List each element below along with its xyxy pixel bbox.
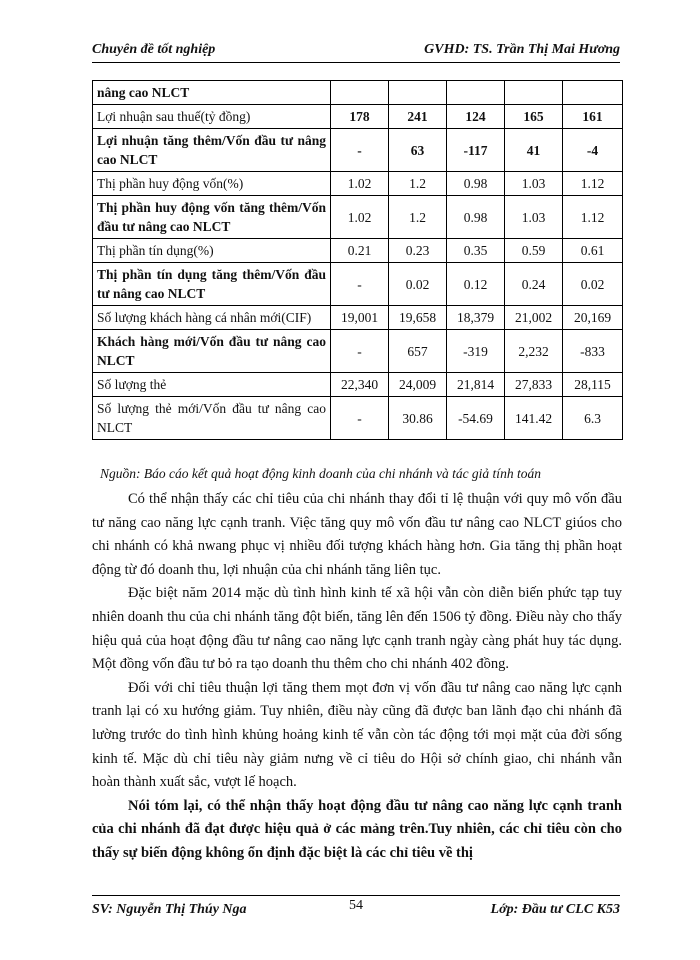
table-row <box>93 330 623 373</box>
row-label: Lợi nhuận sau thuế(tỷ đồng) <box>93 105 331 129</box>
footer-page-number: 54 <box>349 898 363 913</box>
row-value: 24,009 <box>389 373 447 397</box>
row-label: Số lượng thẻ <box>93 373 331 397</box>
row-value: 0.21 <box>331 239 389 263</box>
row-value: 0.35 <box>447 239 505 263</box>
row-value: 0.23 <box>389 239 447 263</box>
row-value: - <box>331 330 389 373</box>
row-value: 21,814 <box>447 373 505 397</box>
row-value: 19,001 <box>331 306 389 330</box>
header-advisor: GVHD: TS. Trần Thị Mai Hương <box>424 42 620 57</box>
row-value: 124 <box>447 105 505 129</box>
table-row <box>93 306 623 330</box>
row-value: 20,169 <box>563 306 623 330</box>
row-value: 141.42 <box>505 397 563 440</box>
row-label: Lợi nhuận tăng thêm/Vốn đầu tư nâng cao NLCT <box>93 129 331 172</box>
row-value: 27,833 <box>505 373 563 397</box>
row-value <box>505 81 563 105</box>
footer-student: SV: Nguyễn Thị Thúy Nga <box>92 902 247 917</box>
row-value: 1.03 <box>505 172 563 196</box>
table-row <box>93 105 623 129</box>
row-value: 0.24 <box>505 263 563 306</box>
row-value: 1.2 <box>389 196 447 239</box>
row-value: 0.98 <box>447 172 505 196</box>
row-value <box>563 81 623 105</box>
row-value: - <box>331 129 389 172</box>
row-value: 21,002 <box>505 306 563 330</box>
row-value: 0.61 <box>563 239 623 263</box>
row-value: 0.02 <box>389 263 447 306</box>
row-value: -4 <box>563 129 623 172</box>
row-value: 41 <box>505 129 563 172</box>
row-value: 1.12 <box>563 172 623 196</box>
row-value: 1.2 <box>389 172 447 196</box>
row-value: 165 <box>505 105 563 129</box>
row-value: 1.02 <box>331 172 389 196</box>
row-value: -54.69 <box>447 397 505 440</box>
row-value: -117 <box>447 129 505 172</box>
row-value: 1.02 <box>331 196 389 239</box>
footer-class: Lớp: Đầu tư CLC K53 <box>490 902 620 917</box>
table-row <box>93 129 623 172</box>
page-header <box>92 40 620 63</box>
row-value: 1.03 <box>505 196 563 239</box>
table-source-note: Nguồn: Báo cáo kết quả hoạt động kinh doanh của chi nhánh và tác giả tính toán <box>100 466 541 481</box>
row-label: nâng cao NLCT <box>93 81 331 105</box>
paragraph-4: Nói tóm lại, có thể nhận thấy hoạt động đầu tư nâng cao năng lực cạnh tranh của chi nhánh đã đạt được hiệu quả ở các mảng trên.Tuy nhiên, các chỉ tiêu còn cho thấy sự biến động không ổn định đặc biệt là các chỉ tiêu về thị <box>92 797 622 861</box>
body-text <box>92 488 622 866</box>
page-footer <box>92 895 620 920</box>
table-row <box>93 196 623 239</box>
table-row <box>93 239 623 263</box>
row-value: 1.12 <box>563 196 623 239</box>
table-row <box>93 397 623 440</box>
row-value <box>447 81 505 105</box>
row-label: Thị phần huy động vốn(%) <box>93 172 331 196</box>
row-value: 0.59 <box>505 239 563 263</box>
paragraph-3: Đối với chỉ tiêu thuận lợi tăng them mọt đơn vị vốn đầu tư nâng cao năng lực cạnh tranh lại có xu hướng giảm. Tuy nhiên, điều này cũng đã được ban lãnh đạo chi nhánh đã lường trước do tình hình khủng hoảng kinh tế vẫn còn tác động tới mọi mặt của đời sống kinh tế. Mặc dù chỉ tiêu này giảm nưng về cỉ tiêu do Hội sở chính giao, chi nhánh vẫn hoàn thành xuất sắc, vượt lế hoạch. <box>92 679 622 791</box>
row-value: -319 <box>447 330 505 373</box>
row-value: 19,658 <box>389 306 447 330</box>
indicator-table <box>92 80 623 440</box>
row-value: 0.02 <box>563 263 623 306</box>
row-label: Thị phần tín dụng tăng thêm/Vốn đầu tư nâng cao NLCT <box>93 263 331 306</box>
paragraph-2: Đặc biệt năm 2014 mặc dù tình hình kinh tế xã hội vẫn còn diễn biến phức tạp tuy nhiên doanh thu của chi nhánh tăng đột biến, tăng lên đến 1506 tỷ đồng. Điều này cho thấy hiệu quả của hoạt động đầu tư nâng cao năng lực cạnh tranh ngày càng phát huy tác dụng. Một đồng vốn đầu tư bỏ ra tạo doanh thu thêm cho chi nhánh 402 đồng. <box>92 585 622 673</box>
table-row <box>93 172 623 196</box>
row-value: 657 <box>389 330 447 373</box>
header-course: Chuyên đề tốt nghiệp <box>92 42 216 57</box>
row-value: 2,232 <box>505 330 563 373</box>
row-label: Số lượng khách hàng cá nhân mới(CIF) <box>93 306 331 330</box>
row-value: 30.86 <box>389 397 447 440</box>
row-value: 0.98 <box>447 196 505 239</box>
row-value: 6.3 <box>563 397 623 440</box>
row-label: Số lượng thẻ mới/Vốn đầu tư nâng cao NLCT <box>93 397 331 440</box>
row-label: Thị phần huy động vốn tăng thêm/Vốn đầu tư nâng cao NLCT <box>93 196 331 239</box>
row-value <box>389 81 447 105</box>
table-row <box>93 263 623 306</box>
table-row <box>93 373 623 397</box>
row-value <box>331 81 389 105</box>
row-value: - <box>331 397 389 440</box>
row-value: 161 <box>563 105 623 129</box>
row-value: 0.12 <box>447 263 505 306</box>
row-value: 22,340 <box>331 373 389 397</box>
paragraph-1: Có thể nhận thấy các chỉ tiêu của chi nhánh thay đổi tỉ lệ thuận với quy mô vốn đầu tư năng cao năng lực cạnh tranh. Việc tăng quy mô vốn đầu tư nâng cao NLCT giúos cho chi nhánh có khả nwang phục vị nhiều đối tượng khách hàng hơn. Gia tăng thị phần hoạt động từ đó doanh thu, lợi nhuận của chi nhánh tăng liên tục. <box>92 491 622 578</box>
row-value: 28,115 <box>563 373 623 397</box>
table-row <box>93 81 623 105</box>
row-value: 178 <box>331 105 389 129</box>
row-value: 18,379 <box>447 306 505 330</box>
row-label: Khách hàng mới/Vốn đầu tư nâng cao NLCT <box>93 330 331 373</box>
row-value: - <box>331 263 389 306</box>
row-label: Thị phần tín dụng(%) <box>93 239 331 263</box>
row-value: 63 <box>389 129 447 172</box>
row-value: 241 <box>389 105 447 129</box>
row-value: -833 <box>563 330 623 373</box>
